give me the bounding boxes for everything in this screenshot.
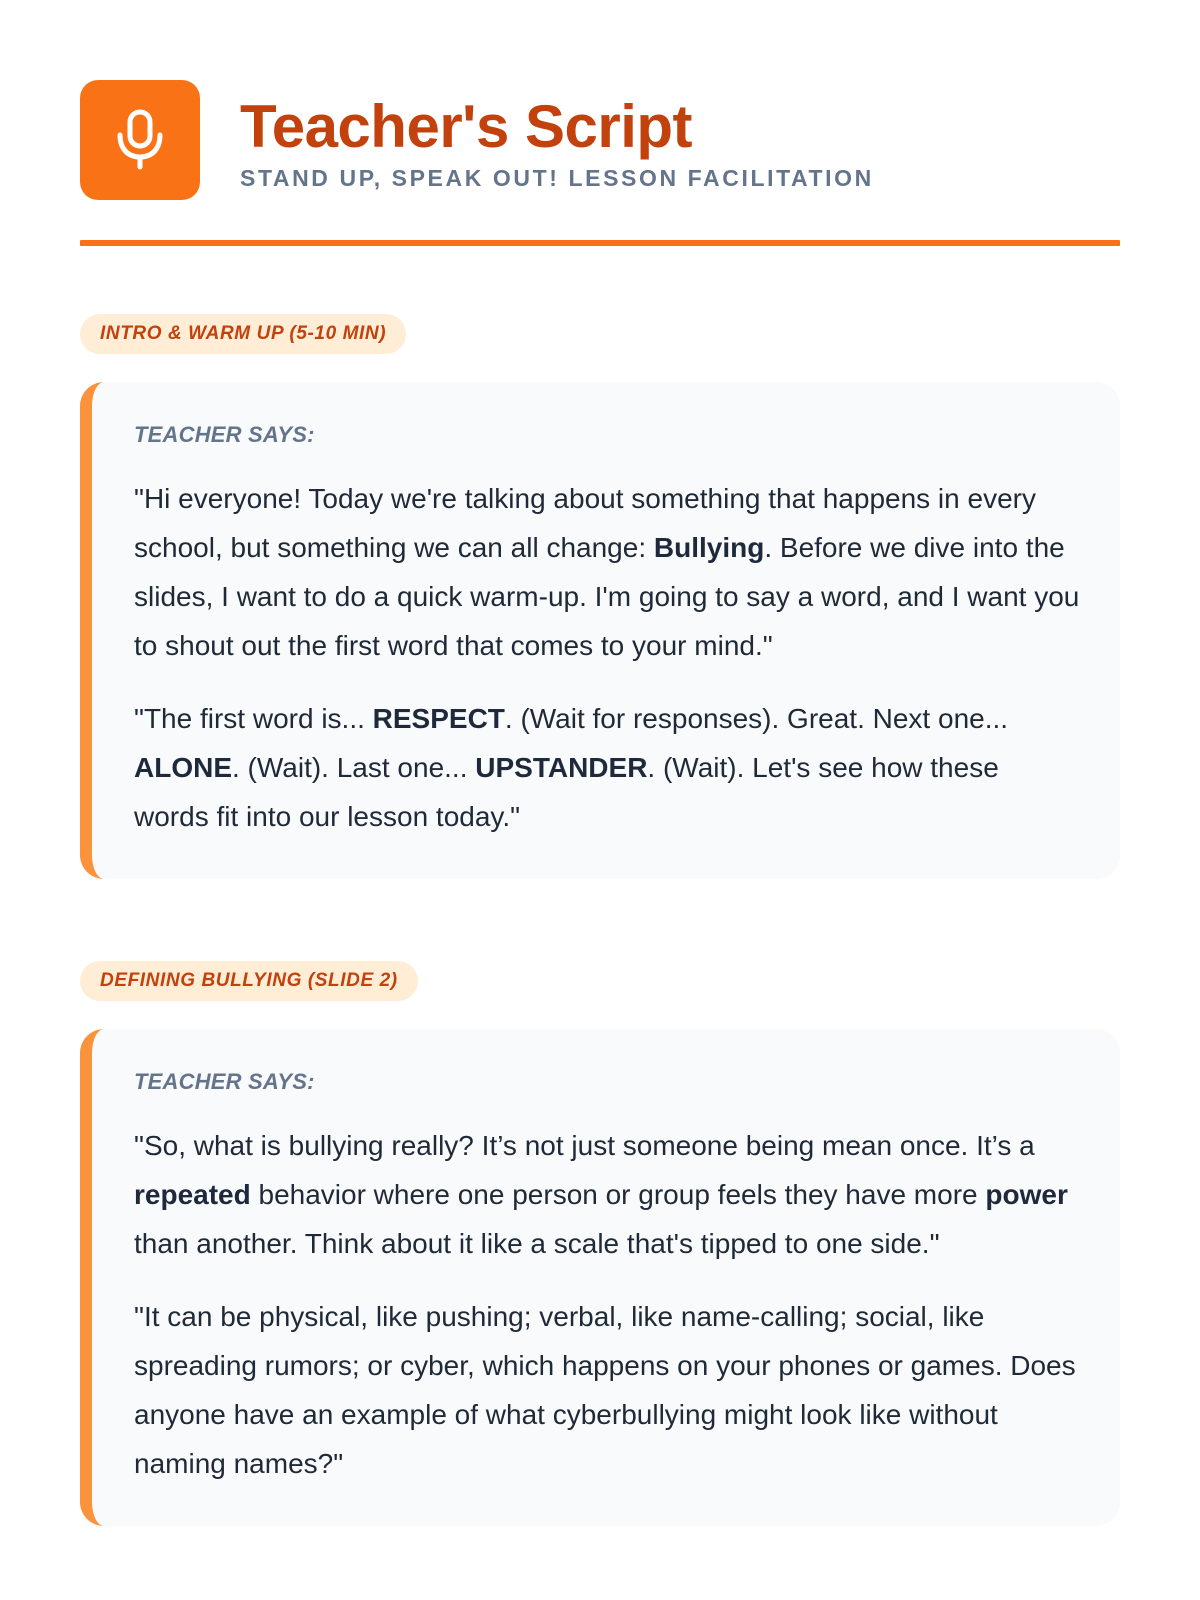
emphasis-text: RESPECT bbox=[372, 703, 505, 734]
page-title: Teacher's Script bbox=[240, 93, 693, 160]
emphasis-text: UPSTANDER bbox=[475, 752, 648, 783]
script-paragraph bbox=[134, 1292, 1080, 1488]
emphasis-text: Bullying bbox=[653, 532, 765, 563]
text-run: than another. Think about it like a scale that's tipped to one side." bbox=[134, 1228, 940, 1259]
logo-badge bbox=[80, 80, 200, 200]
section-tag: DEFINING BULLYING (SLIDE 2) bbox=[80, 961, 418, 1001]
emphasis-text: ALONE bbox=[134, 752, 232, 783]
emphasis-text: power bbox=[985, 1179, 1068, 1210]
title-group bbox=[240, 89, 874, 191]
text-run: . (Wait for responses). Great. Next one... bbox=[504, 703, 1009, 734]
script-paragraph bbox=[134, 474, 1080, 670]
text-run: behavior where one person or group feels they have more bbox=[250, 1179, 986, 1210]
header bbox=[80, 80, 1120, 200]
script-paragraph bbox=[134, 1121, 1080, 1268]
text-run: . (Wait). Let's see how these words fit into our lesson today." bbox=[134, 752, 999, 832]
text-run: "Hi everyone! Today we're talking about something that happens in every school, but something we can all change: bbox=[134, 483, 1036, 563]
text-run: . Before we dive into the slides, I want to do a quick warm-up. I'm going to say a word, and I want you to shout out the first word that comes to your mind." bbox=[134, 532, 1080, 661]
page-subtitle: STAND UP, SPEAK OUT! LESSON FACILITATION bbox=[240, 165, 874, 191]
section-tag: INTRO & WARM UP (5-10 MIN) bbox=[80, 314, 406, 354]
script-paragraph bbox=[134, 694, 1080, 841]
script-card bbox=[80, 1029, 1120, 1526]
text-run: "The first word is... bbox=[134, 703, 373, 734]
header-divider bbox=[80, 240, 1120, 246]
text-run: "So, what is bullying really? It’s not just someone being mean once. It’s a bbox=[134, 1130, 1035, 1161]
text-run: "It can be physical, like pushing; verbal, like name-calling; social, like spreading rumors; or cyber, which happens on your phones or games. Does anyone have an example of what cyberbullying might look like without naming names?" bbox=[134, 1301, 1076, 1479]
microphone-icon bbox=[116, 109, 164, 171]
text-run: . (Wait). Last one... bbox=[232, 752, 476, 783]
script-card bbox=[80, 382, 1120, 879]
emphasis-text: repeated bbox=[134, 1179, 251, 1210]
speaker-label: TEACHER SAYS: bbox=[134, 1069, 315, 1094]
speaker-label: TEACHER SAYS: bbox=[134, 422, 315, 447]
